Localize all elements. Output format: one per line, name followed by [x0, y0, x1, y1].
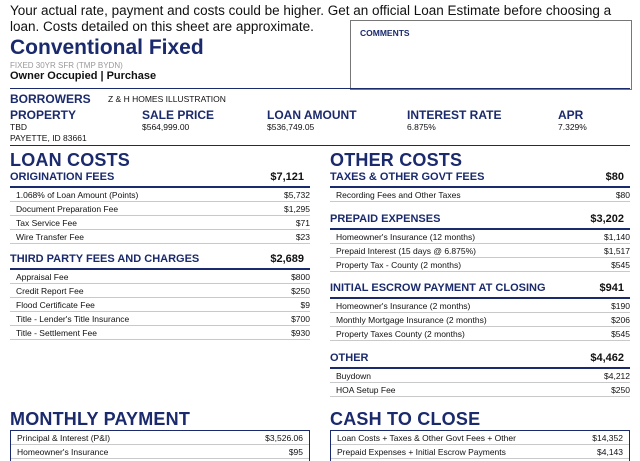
row-amount: $9 [300, 300, 310, 310]
loan-costs-title: LOAN COSTS [10, 150, 131, 170]
table-row [10, 270, 310, 284]
taxes-govt-fees-total: $80 [605, 171, 624, 183]
prepaid-expenses-total: $3,202 [590, 213, 624, 225]
table-row [330, 188, 630, 202]
row-amount: $250 [611, 385, 630, 395]
row-label: HOA Setup Fee [336, 385, 396, 395]
property-line2: PAYETTE, ID 83661 [10, 133, 87, 143]
table-row [10, 216, 310, 230]
divider [10, 88, 630, 89]
taxes-govt-fees-list [330, 188, 630, 202]
table-row [10, 284, 310, 298]
row-amount: $4,143 [597, 447, 623, 457]
sale-price-label: SALE PRICE [142, 108, 215, 122]
row-label: Prepaid Expenses + Initial Escrow Payments [337, 447, 506, 457]
third-party-fees-total: $2,689 [270, 253, 304, 265]
table-row [330, 369, 630, 383]
property-line1: TBD [10, 122, 27, 132]
table-row [10, 202, 310, 216]
row-label: Property Taxes County (2 months) [336, 329, 465, 339]
initial-escrow-total: $941 [599, 282, 624, 294]
row-label: Recording Fees and Other Taxes [336, 190, 461, 200]
divider [10, 145, 630, 146]
table-row [331, 431, 629, 445]
third-party-fees-list [10, 270, 310, 340]
row-label: Monthly Mortgage Insurance (2 months) [336, 315, 487, 325]
row-label: Buydown [336, 371, 371, 381]
table-row [10, 188, 310, 202]
row-amount: $4,212 [604, 371, 630, 381]
row-label: Tax Service Fee [16, 218, 77, 228]
table-row [10, 298, 310, 312]
row-label: Prepaid Interest (15 days @ 6.875%) [336, 246, 476, 256]
taxes-govt-fees-header [330, 171, 630, 188]
table-row [10, 312, 310, 326]
property-value [10, 122, 87, 144]
initial-escrow-list [330, 299, 630, 341]
taxes-govt-fees-label: TAXES & OTHER GOVT FEES [330, 171, 485, 183]
prepaid-expenses-label: PREPAID EXPENSES [330, 213, 441, 225]
table-row [330, 299, 630, 313]
row-amount: $23 [295, 232, 310, 242]
row-amount: $545 [611, 329, 630, 339]
table-row [11, 445, 309, 459]
loan-occupancy: Owner Occupied | Purchase [10, 70, 157, 82]
row-amount: $800 [291, 272, 310, 282]
property-label: PROPERTY [10, 108, 77, 122]
row-amount: $545 [611, 260, 630, 270]
table-row [331, 445, 629, 459]
row-amount: $3,526.06 [265, 433, 303, 443]
prepaid-expenses-list [330, 230, 630, 272]
row-amount: $80 [615, 190, 630, 200]
row-label: 1.068% of Loan Amount (Points) [16, 190, 139, 200]
row-amount: $930 [291, 328, 310, 338]
row-label: Principal & Interest (P&I) [17, 433, 111, 443]
table-row [10, 230, 310, 244]
row-label: Homeowner's Insurance (12 months) [336, 232, 476, 242]
origination-fees-list [10, 188, 310, 244]
table-row [330, 327, 630, 341]
row-label: Document Preparation Fee [16, 204, 119, 214]
table-row [10, 326, 310, 340]
table-row [330, 244, 630, 258]
other-costs-title: OTHER COSTS [330, 150, 463, 170]
other-fees-header [330, 352, 630, 369]
monthly-payment-list [10, 430, 310, 461]
third-party-fees-label: THIRD PARTY FEES AND CHARGES [10, 253, 200, 265]
origination-fees-total: $7,121 [270, 171, 304, 183]
row-amount: $1,140 [604, 232, 630, 242]
other-fees-total: $4,462 [590, 352, 624, 364]
sale-price-value: $564,999.00 [142, 122, 190, 132]
row-label: Wire Transfer Fee [16, 232, 85, 242]
disclaimer-text: Your actual rate, payment and costs could be higher. Get an official Loan Estimate before choosing a loan. Costs detailed on this sheet are approximate. [10, 3, 612, 34]
row-amount: $700 [291, 314, 310, 324]
cash-to-close-title: CASH TO CLOSE [330, 409, 481, 429]
apr-label: APR [558, 108, 584, 122]
row-amount: $14,352 [592, 433, 623, 443]
other-fees-list [330, 369, 630, 397]
row-label: Credit Report Fee [16, 286, 84, 296]
table-row [330, 383, 630, 397]
comments-label: COMMENTS [360, 28, 410, 38]
row-amount: $206 [611, 315, 630, 325]
interest-rate-value: 6.875% [407, 122, 436, 132]
comments-box[interactable] [350, 20, 632, 90]
interest-rate-label: INTEREST RATE [407, 108, 502, 122]
table-row [330, 313, 630, 327]
row-label: Appraisal Fee [16, 272, 69, 282]
loan-amount-value: $536,749.05 [267, 122, 315, 132]
borrowers-label: BORROWERS [10, 92, 91, 106]
row-amount: $1,295 [284, 204, 310, 214]
loan-subtitle: FIXED 30YR SFR (TMP BYDN) [10, 61, 123, 70]
apr-value: 7.329% [558, 122, 587, 132]
third-party-fees-header [10, 253, 310, 270]
row-amount: $250 [291, 286, 310, 296]
table-row [11, 431, 309, 445]
row-label: Loan Costs + Taxes & Other Govt Fees + Other [337, 433, 516, 443]
row-label: Homeowner's Insurance (2 months) [336, 301, 471, 311]
row-amount: $95 [288, 447, 303, 457]
initial-escrow-label: INITIAL ESCROW PAYMENT AT CLOSING [330, 282, 546, 294]
row-label: Flood Certificate Fee [16, 300, 95, 310]
row-label: Title - Settlement Fee [16, 328, 97, 338]
origination-fees-label: ORIGINATION FEES [10, 171, 115, 183]
loan-title: Conventional Fixed [10, 36, 204, 59]
row-label: Title - Lender's Title Insurance [16, 314, 130, 324]
row-amount: $190 [611, 301, 630, 311]
borrowers-value: Z & H HOMES ILLUSTRATION [108, 94, 226, 104]
prepaid-expenses-header [330, 213, 630, 230]
row-amount: $5,732 [284, 190, 310, 200]
row-label: Homeowner's Insurance [17, 447, 109, 457]
row-label: Property Tax - County (2 months) [336, 260, 462, 270]
cash-to-close-list [330, 430, 630, 461]
origination-fees-header [10, 171, 310, 188]
row-amount: $71 [295, 218, 310, 228]
other-fees-label: OTHER [330, 352, 369, 364]
table-row [330, 230, 630, 244]
table-row [330, 258, 630, 272]
row-amount: $1,517 [604, 246, 630, 256]
monthly-payment-title: MONTHLY PAYMENT [10, 409, 191, 429]
loan-amount-label: LOAN AMOUNT [267, 108, 357, 122]
initial-escrow-header [330, 282, 630, 299]
